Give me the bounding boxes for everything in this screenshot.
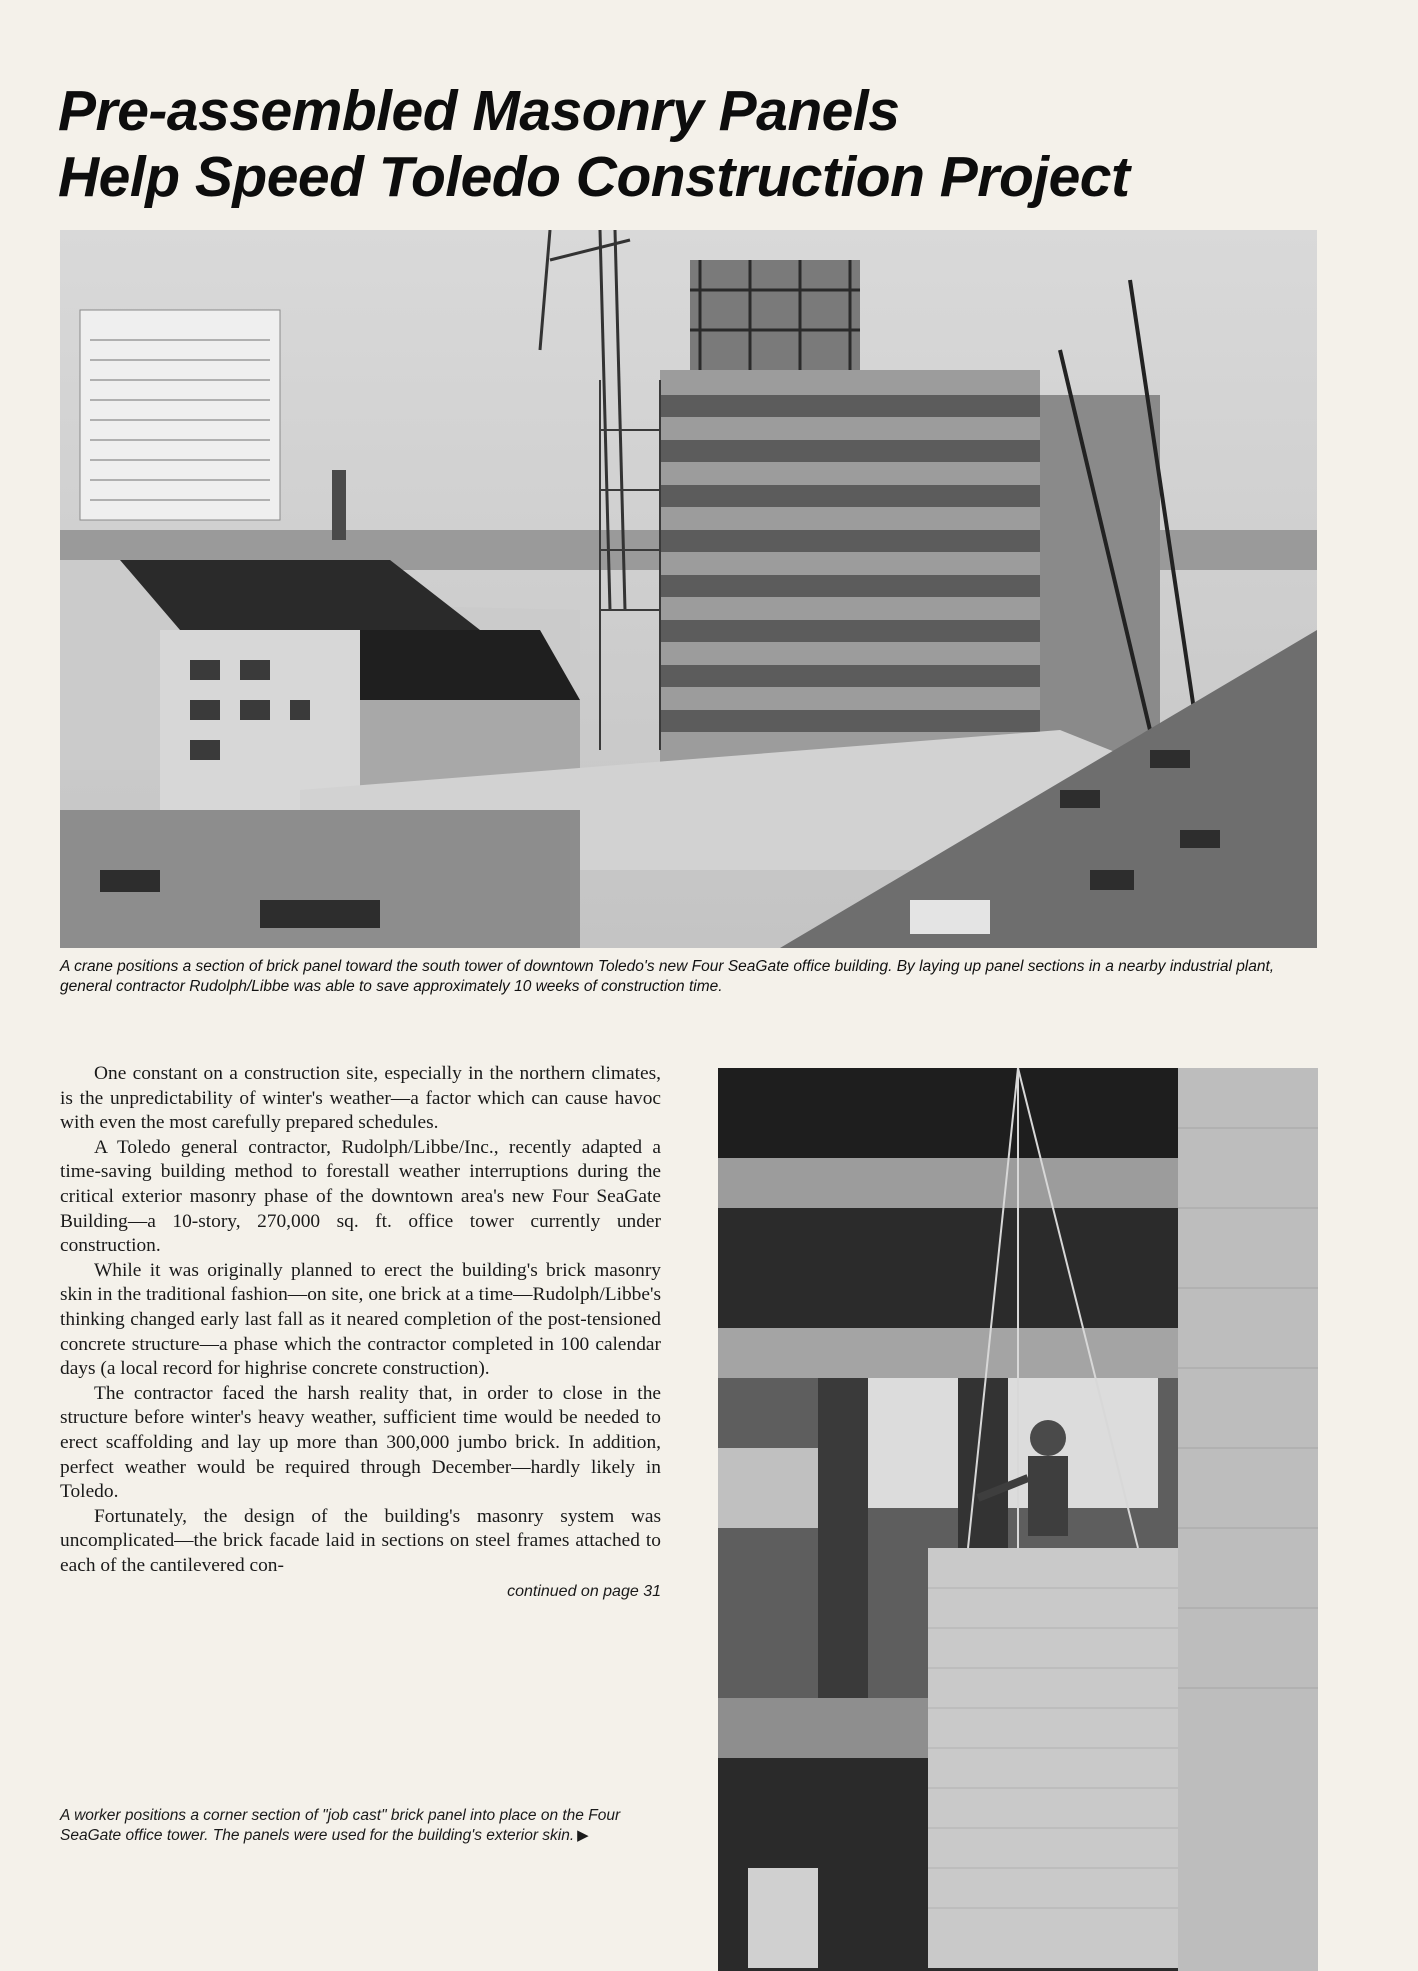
- top-photo-caption: A crane positions a section of brick panel toward the south tower of downtown Toledo's new Four SeaGate office building. By laying up panel sections in a nearby industrial plant, general contractor Rudolph/Libbe was able to save approximately 10 weeks of construction time.: [60, 958, 1275, 995]
- construction-site-illustration: [60, 230, 1317, 948]
- headline-line-2: Help Speed Toledo Construction Project: [58, 145, 1130, 209]
- side-photo-caption: [60, 1806, 680, 1846]
- worker-panel-photo: [718, 1068, 1318, 1971]
- worker-panel-illustration: [718, 1068, 1318, 1971]
- construction-site-photo: [60, 230, 1317, 948]
- side-photo-caption-text: A worker positions a corner section of "job cast" brick panel into place on the Four SeaGate office tower. The panels were used for the building's exterior skin.: [60, 1807, 621, 1844]
- article-paragraph: The contractor faced the harsh reality that, in order to close in the structure before winter's heavy weather, sufficient time would be needed to erect scaffolding and lay up more than 300,000 jumbo brick. In addition, perfect weather would be required through December—hardly likely in Toledo.: [60, 1382, 661, 1503]
- headline: [58, 78, 1358, 210]
- arrow-right-icon: ▶: [577, 1827, 589, 1844]
- article-paragraph: A Toledo general contractor, Rudolph/Libbe/Inc., recently adapted a time-saving building method to forestall weather interruptions during the critical exterior masonry phase of the downtown area's new Four SeaGate Building—a 10-story, 270,000 sq. ft. office tower currently under construction.: [60, 1136, 661, 1257]
- article-paragraph: Fortunately, the design of the building's masonry system was uncomplicated—the brick facade laid in sections on steel frames attached to each of the cantilevered con-: [60, 1505, 661, 1576]
- headline-line-1: Pre-assembled Masonry Panels: [58, 79, 900, 143]
- continued-note: continued on page 31: [507, 1583, 661, 1601]
- article-paragraph: While it was originally planned to erect the building's brick masonry skin in the traditional fashion—on site, one brick at a time—Rudolph/Libbe's thinking changed early last fall as it neared completion of the post-tensioned concrete structure—a phase which the contractor completed in 100 calendar days (a local record for highrise concrete construction).: [60, 1259, 661, 1380]
- article-paragraph: One constant on a construction site, especially in the northern climates, is the unpredictability of winter's weather—a factor which can cause havoc with even the most carefully prepared schedules.: [60, 1063, 661, 1134]
- article-body: [60, 1062, 661, 1602]
